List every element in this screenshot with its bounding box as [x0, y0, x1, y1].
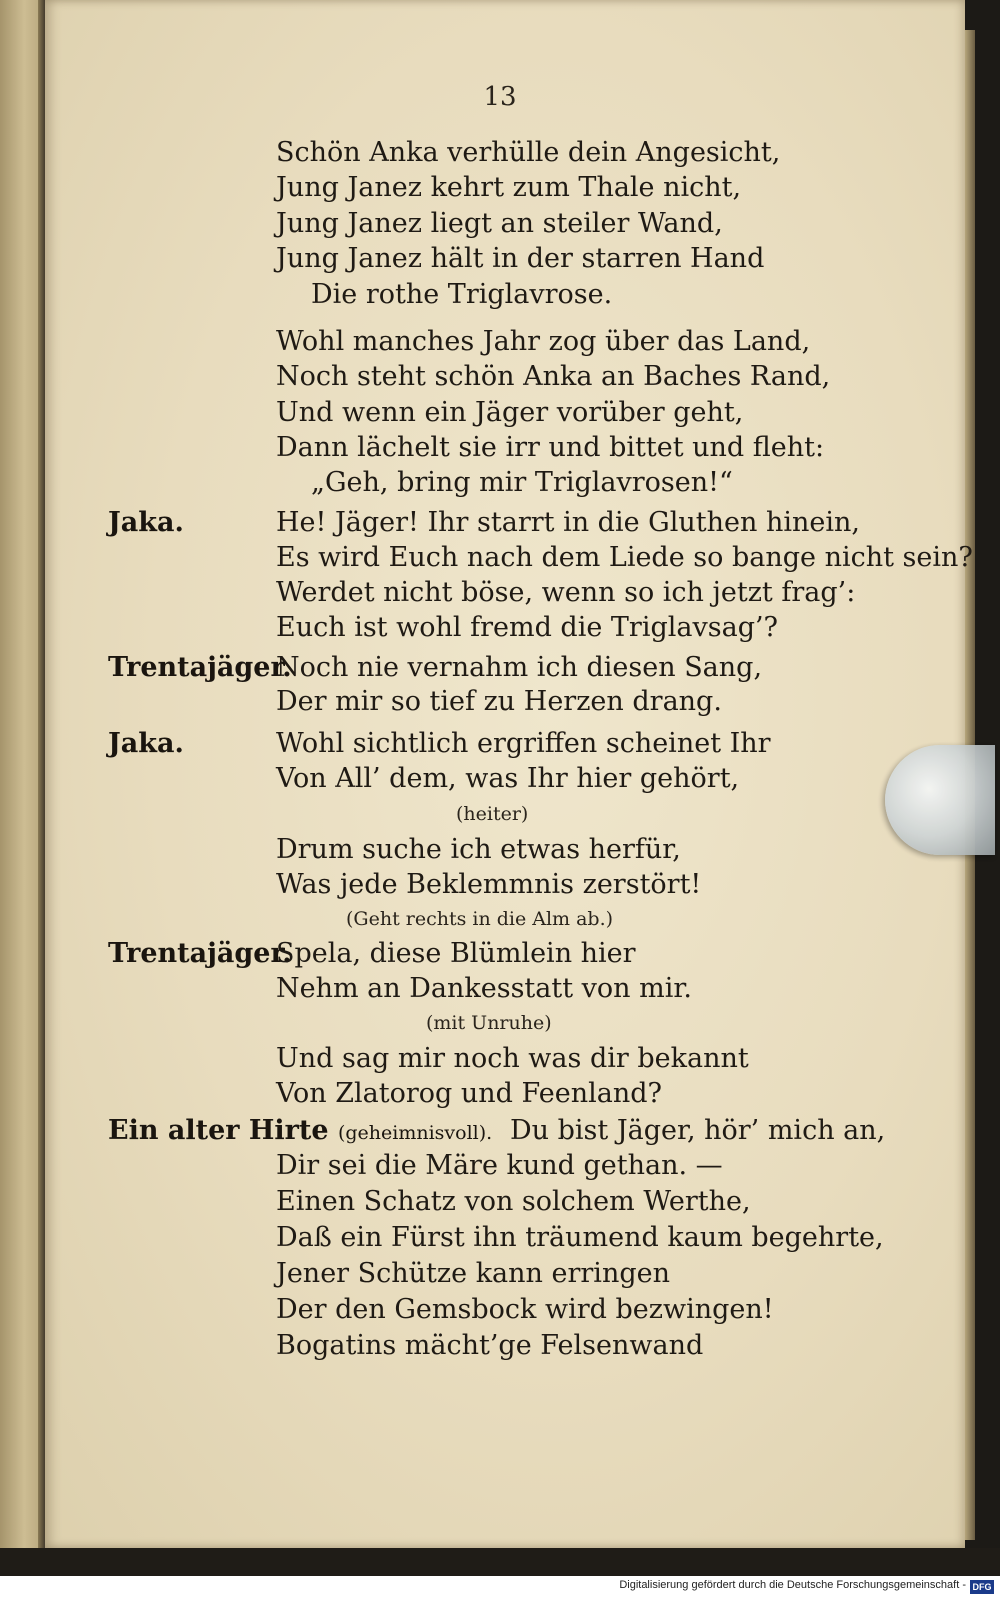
dfg-logo: DFG: [970, 1580, 994, 1594]
verse-line: Nehm an Dankesstatt von mir.: [276, 973, 692, 1004]
verse-line: Daß ein Fürst ihn träumend kaum begehrte,: [276, 1222, 884, 1253]
verse-line: Von All’ dem, was Ihr hier gehört,: [276, 763, 740, 794]
verse-line: Einen Schatz von solchem Werthe,: [276, 1186, 751, 1217]
verse-line: Noch steht schön Anka an Baches Rand,: [276, 361, 831, 392]
verse-line: Die rothe Triglavrose.: [311, 279, 613, 310]
verse-line: He! Jäger! Ihr starrt in die Gluthen hinein,: [276, 507, 860, 538]
verse-line: Was jede Beklemmnis zerstört!: [276, 869, 702, 900]
verse-line: Spela, diese Blümlein hier: [276, 938, 636, 969]
speaker-name: [108, 1115, 492, 1146]
speaker-name-text: Ein alter Hirte: [108, 1115, 329, 1146]
footer-bar: [0, 1576, 1000, 1598]
verse-line: Schön Anka verhülle dein Angesicht,: [276, 137, 781, 168]
verse-line: Noch nie vernahm ich diesen Sang,: [276, 652, 763, 683]
verse-line: Drum suche ich etwas herfür,: [276, 834, 681, 865]
verse-line: Wohl sichtlich ergriffen scheinet Ihr: [276, 728, 771, 759]
verse-line: Dir sei die Märe kund gethan. —: [276, 1150, 723, 1181]
page-number: 13: [483, 82, 517, 112]
speaker-name: Jaka.: [108, 728, 184, 759]
bottom-shadow: [0, 1548, 1000, 1578]
speaker-name: Jaka.: [108, 507, 184, 538]
verse-line: „Geh, bring mir Triglavrosen!“: [311, 467, 733, 498]
verse-line: Jung Janez kehrt zum Thale nicht,: [276, 172, 742, 203]
verse-line: Jener Schütze kann erringen: [276, 1258, 670, 1289]
verse-line: Jung Janez liegt an steiler Wand,: [276, 208, 723, 239]
verse-line: Du bist Jäger, hör’ mich an,: [510, 1115, 886, 1146]
verse-line: Es wird Euch nach dem Liede so bange nicht sein?: [276, 542, 973, 573]
speaker-name: Trentajäger.: [108, 938, 292, 969]
verse-line: Der mir so tief zu Herzen drang.: [276, 686, 722, 717]
stage-direction: (heiter): [456, 803, 529, 825]
verse-line: Bogatins mächt’ge Felsenwand: [276, 1330, 704, 1361]
verse-line: Jung Janez hält in der starren Hand: [276, 243, 765, 274]
footer-credit: Digitalisierung gefördert durch die Deutsche Forschungsgemeinschaft -: [619, 1579, 966, 1591]
verse-line: Dann lächelt sie irr und bittet und fleht:: [276, 432, 825, 463]
page-clip: [885, 745, 995, 855]
verse-line: Wohl manches Jahr zog über das Land,: [276, 326, 811, 357]
verse-line: Von Zlatorog und Feenland?: [276, 1078, 663, 1109]
stage-direction: (mit Unruhe): [426, 1012, 552, 1034]
verse-line: Euch ist wohl fremd die Triglavsag’?: [276, 612, 779, 643]
verse-line: Und wenn ein Jäger vorüber geht,: [276, 397, 744, 428]
verse-line: Der den Gemsbock wird bezwingen!: [276, 1294, 774, 1325]
stage-direction: (Geht rechts in die Alm ab.): [346, 908, 614, 930]
stage-direction: (geheimnisvoll).: [337, 1122, 493, 1144]
speaker-name: Trentajäger.: [108, 652, 292, 683]
verse-line: Werdet nicht böse, wenn so ich jetzt frag’:: [276, 577, 856, 608]
verse-line: Und sag mir noch was dir bekannt: [276, 1043, 749, 1074]
